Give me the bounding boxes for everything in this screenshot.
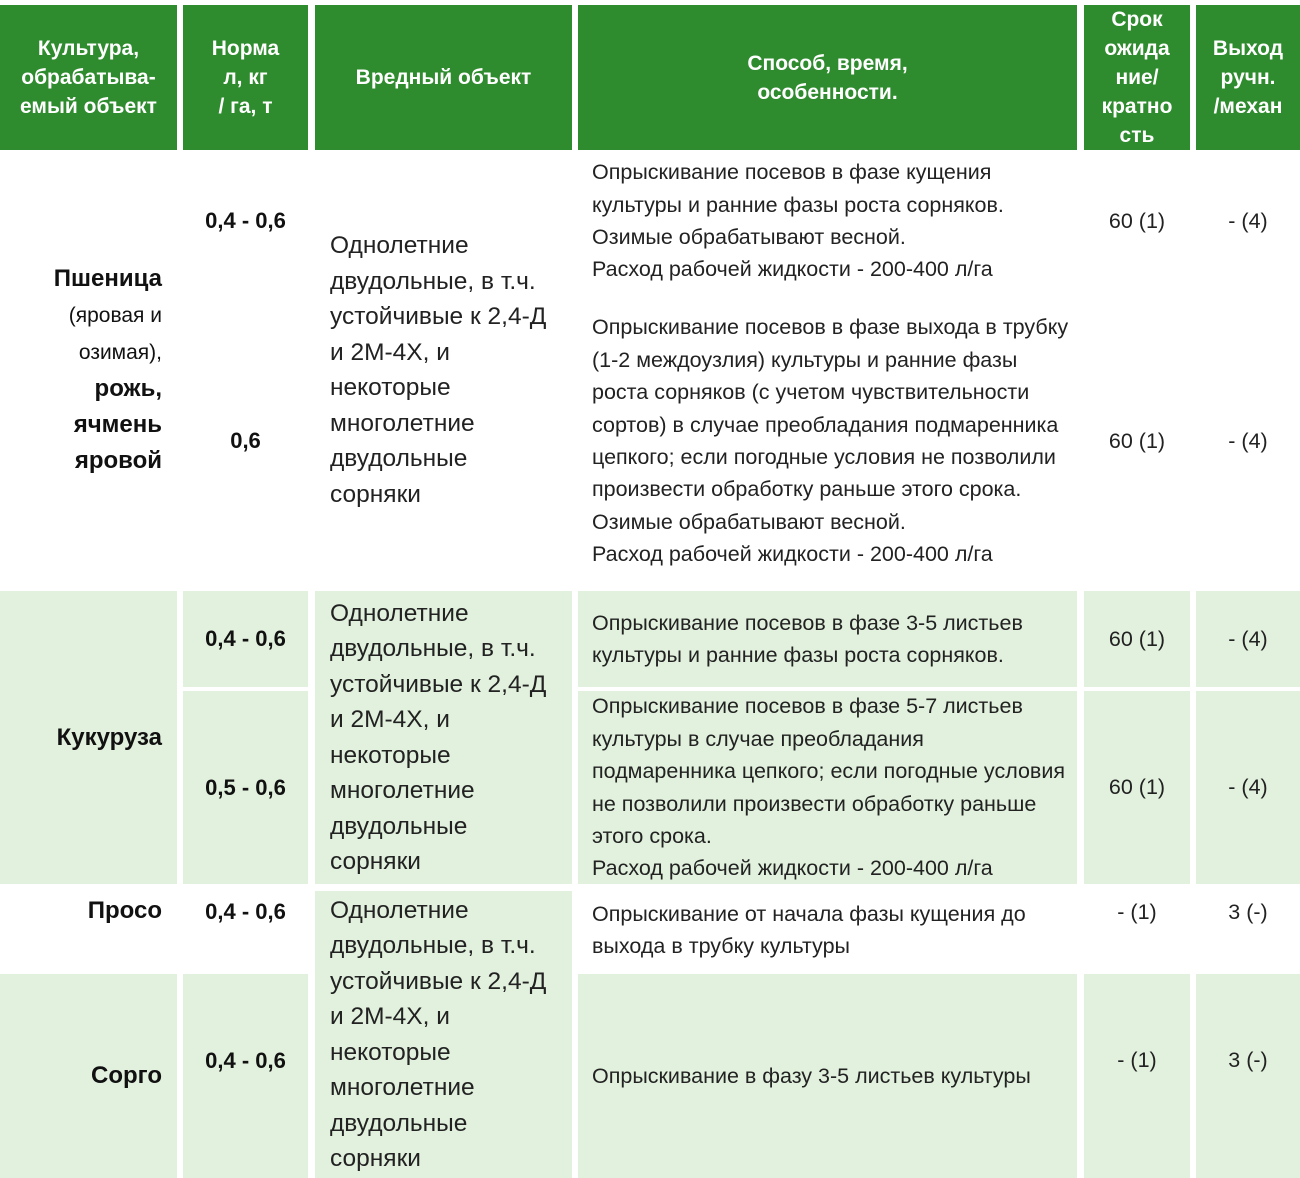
norm-row-5: 0,4 - 0,6 <box>183 887 308 971</box>
method-row-2-text: Опрыскивание посевов в фазе выхода в трубку (1-2 междоузлия) культуры и ранние фазы роста сорняков (с учетом чувствительности сортов) в случае преобладания подмаренника цепкого; если погодные условия не позволили произвести обработку раньше этого срока. Озимые обрабатывают весной. Расход рабочей жидкости - 200-400 л/га <box>592 315 1069 567</box>
method-row-4 <box>578 691 1077 884</box>
crop-wheat-bold-2: рожь, ячмень яровой <box>73 375 162 474</box>
method-row-3-text: Опрыскивание посевов в фазе 3-5 листьев культуры и ранние фазы роста сорняков. <box>592 610 1023 667</box>
crop-millet-label: Просо <box>87 897 162 924</box>
exit-row-4: - (4) <box>1196 691 1300 884</box>
target-corn: Однолетние двудольные, в т.ч. устойчивые к 2,4-Д и 2М-4Х, и некоторые многолетние двудольные сорняки <box>315 591 572 884</box>
method-row-1-text: Опрыскивание посевов в фазе кущения культуры и ранние фазы роста сорняков. Озимые обрабатывают весной. Расход рабочей жидкости - 200-400 л/га <box>592 160 1004 282</box>
method-row-1 <box>578 152 1077 290</box>
wait-row-5: - (1) <box>1084 887 1190 971</box>
wait-row-6: - (1) <box>1084 974 1190 1147</box>
header-wait: Срок ожида ние/ кратно сть <box>1084 5 1190 150</box>
wait-row-1: 60 (1) <box>1084 152 1190 290</box>
target-millet-sorghum: Однолетние двудольные, в т.ч. устойчивые к 2,4-Д и 2М-4Х, и некоторые многолетние двудольные сорняки <box>315 891 572 1178</box>
method-row-2 <box>578 294 1077 588</box>
wait-row-3: 60 (1) <box>1084 591 1190 687</box>
exit-row-1: - (4) <box>1196 152 1300 290</box>
exit-row-5: 3 (-) <box>1196 887 1300 971</box>
norm-row-6: 0,4 - 0,6 <box>183 974 308 1147</box>
wait-row-2: 60 (1) <box>1084 294 1190 588</box>
method-row-5 <box>578 887 1077 971</box>
exit-row-2: - (4) <box>1196 294 1300 588</box>
method-row-6 <box>578 974 1077 1178</box>
norm-row-2: 0,6 <box>183 294 308 588</box>
header-exit: Выход ручн. /механ <box>1196 5 1300 150</box>
exit-row-3: - (4) <box>1196 591 1300 687</box>
exit-row-6-tail <box>1196 1147 1300 1178</box>
target-wheat: Однолетние двудольные, в т.ч. устойчивые к 2,4-Д и 2М-4Х, и некоторые многолетние двудольные сорняки <box>315 152 572 588</box>
crop-wheat-note: (яровая и озимая), <box>68 304 162 364</box>
method-row-6-text: Опрыскивание в фазу 3-5 листьев культуры <box>592 1063 1031 1088</box>
crop-wheat <box>0 152 177 588</box>
method-row-3 <box>578 591 1077 687</box>
norm-row-1: 0,4 - 0,6 <box>183 152 308 290</box>
wait-row-6-tail <box>1084 1147 1190 1178</box>
exit-row-6: 3 (-) <box>1196 974 1300 1147</box>
crop-wheat-bold-1: Пшеница <box>53 265 162 292</box>
crop-sorghum-label: Сорго <box>91 1062 162 1089</box>
header-norm: Норма л, кг / га, т <box>183 5 308 150</box>
method-row-5-text: Опрыскивание от начала фазы кущения до выхода в трубку культуры <box>592 902 1026 959</box>
norm-row-3: 0,4 - 0,6 <box>183 591 308 687</box>
wait-row-4: 60 (1) <box>1084 691 1190 884</box>
header-culture: Культура, обрабатыва- емый объект <box>0 5 177 150</box>
crop-wheat-text <box>0 261 162 479</box>
norm-row-6-tail <box>183 1147 308 1178</box>
method-row-4-text: Опрыскивание посевов в фазе 5-7 листьев культуры в случае преобладания подмаренника цепкого; если погодные условия не позволили произвести обработку раньше этого срока. Расход рабочей жидкости - 200-400 л/га <box>592 694 1066 881</box>
crop-sorghum <box>0 974 177 1178</box>
norm-row-4: 0,5 - 0,6 <box>183 691 308 884</box>
crop-corn-label: Кукуруза <box>56 723 162 751</box>
crop-millet <box>0 887 177 971</box>
header-method: Способ, время, особенности. <box>578 5 1077 150</box>
header-pest: Вредный объект <box>315 5 572 150</box>
crop-corn <box>0 591 177 884</box>
